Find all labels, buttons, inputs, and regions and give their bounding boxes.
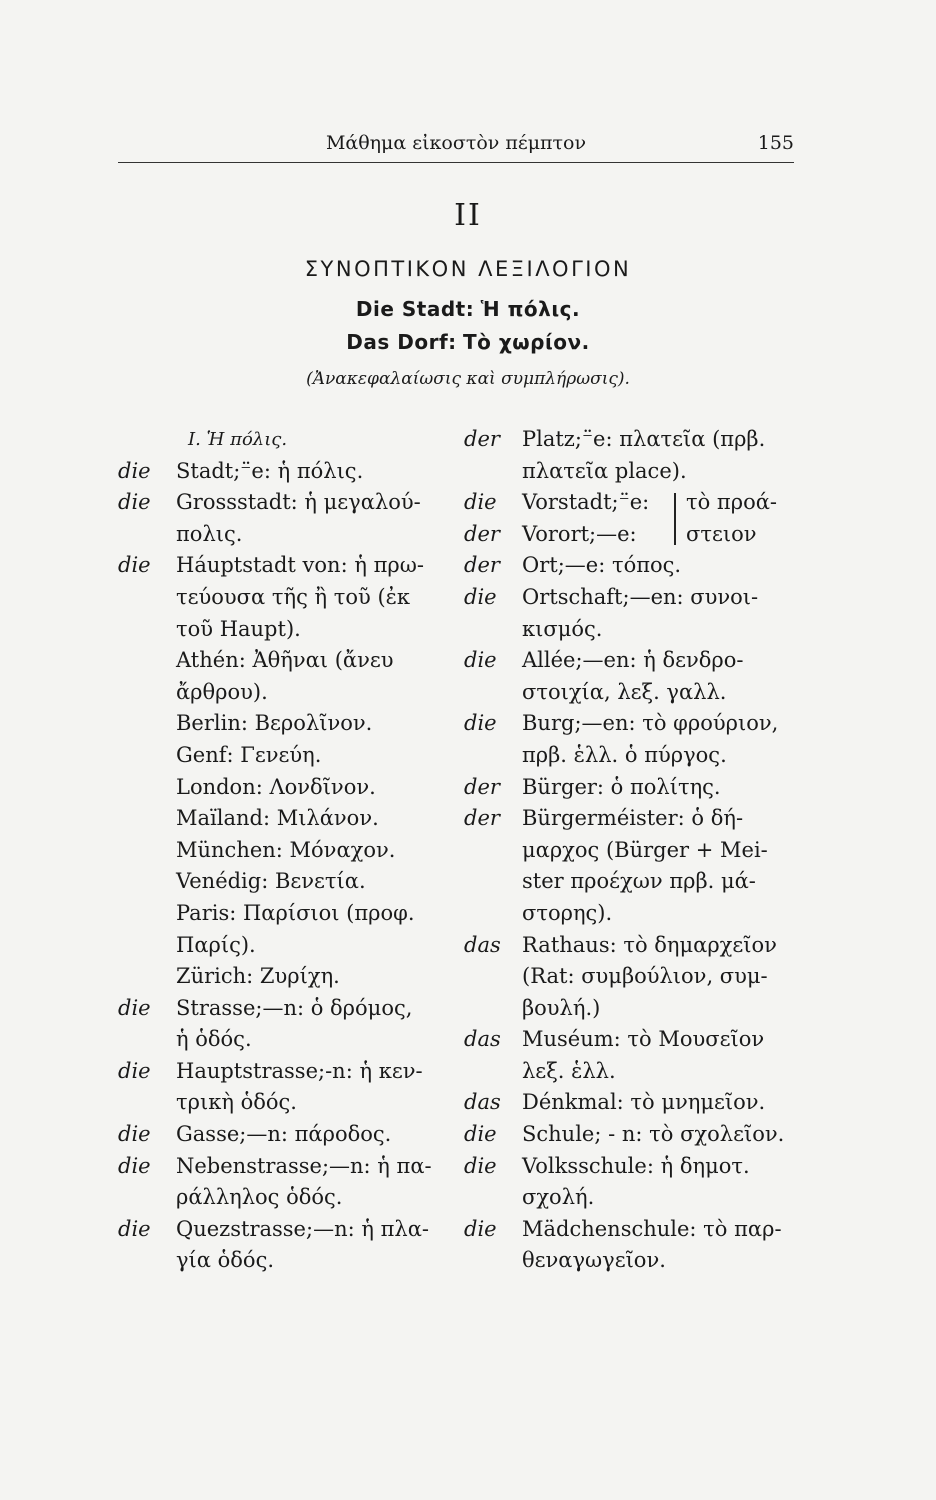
entry-line: κισμός. bbox=[522, 616, 603, 641]
entry-article: die bbox=[118, 1058, 151, 1083]
vocab-entry bbox=[118, 961, 483, 993]
entry-article: das bbox=[464, 1090, 501, 1115]
entry-line: στοιχία, λεξ. γαλλ. bbox=[522, 679, 727, 704]
subheading-village-de: Das Dorf: bbox=[346, 330, 457, 354]
vocab-entry bbox=[118, 1119, 483, 1151]
entry-line: Rathaus: τὸ δημαρχεῖον bbox=[522, 932, 777, 957]
vocab-entry bbox=[118, 803, 483, 835]
vocab-entry bbox=[464, 930, 804, 1025]
vocab-entry bbox=[118, 772, 483, 804]
entry-line: στορης). bbox=[522, 900, 613, 925]
entry-line: Schule; - n: τὸ σχολεῖον. bbox=[522, 1122, 785, 1147]
entry-line: πολις. bbox=[176, 521, 243, 546]
vocab-entry bbox=[118, 550, 483, 645]
vocab-entry bbox=[118, 645, 483, 708]
entry-article: das bbox=[464, 1027, 501, 1052]
page-number: 155 bbox=[757, 132, 794, 154]
vocab-entry bbox=[464, 803, 804, 929]
subheading-city-gr: Ἡ πόλις. bbox=[480, 297, 581, 321]
entry-article: die bbox=[118, 458, 151, 483]
entry-line: πρβ. ἑλλ. ὁ πύργος. bbox=[522, 742, 727, 767]
entry-line: Stadt;⁻̈e: ἡ πόλις. bbox=[176, 458, 364, 483]
brace-translation-line: στειον bbox=[686, 521, 757, 546]
entry-line: Ortschaft;—en: συνοι- bbox=[522, 584, 759, 609]
entry-article: die bbox=[118, 1122, 151, 1147]
entry-line: Strasse;—n: ὁ δρόμος, bbox=[176, 995, 413, 1020]
entry-article: das bbox=[464, 932, 501, 957]
entry-article: die bbox=[118, 1153, 151, 1178]
entry-line: ἄρθρου). bbox=[176, 679, 268, 704]
entry-line: ster προέχων πρβ. μά- bbox=[522, 869, 756, 894]
entry-line: Gasse;—n: πάροδος. bbox=[176, 1122, 392, 1147]
entry-article: die bbox=[464, 711, 497, 736]
vocab-entry bbox=[464, 772, 804, 804]
vocab-entry bbox=[118, 835, 483, 867]
entry-line: τοῦ Haupt). bbox=[176, 616, 301, 641]
running-head bbox=[118, 132, 794, 163]
entry-line: Genf: Γενεύη. bbox=[176, 742, 322, 767]
section-number: II bbox=[454, 198, 482, 233]
right-column bbox=[464, 424, 804, 1277]
entry-line: Volksschule: ἡ δημοτ. bbox=[522, 1153, 750, 1178]
entry-line: σχολή. bbox=[522, 1185, 595, 1210]
entry-line: Platz;⁻̈e: πλατεῖα (πρβ. bbox=[522, 427, 766, 451]
vocab-entry bbox=[118, 898, 483, 961]
entry-article: die bbox=[464, 1153, 497, 1178]
vocab-entry bbox=[118, 708, 483, 740]
running-title: Μάθημα εἰκοστὸν πέμπτον bbox=[325, 132, 587, 154]
entry-article: die bbox=[118, 553, 151, 578]
entry-line: Berlin: Βερολῖνον. bbox=[176, 711, 373, 736]
entry-line: μαρχος (Bürger + Mei- bbox=[522, 837, 768, 862]
entry-line: Háuptstadt von: ἡ πρω- bbox=[176, 553, 424, 578]
subheading-village-gr: Τὸ χωρίον. bbox=[463, 330, 590, 354]
entry-article: die bbox=[464, 1216, 497, 1241]
entry-article: der bbox=[464, 427, 500, 451]
vocab-entry bbox=[118, 740, 483, 772]
entry-line: München: Μόναχον. bbox=[176, 837, 396, 862]
entry-line: Bürger: ὁ πολίτης. bbox=[522, 774, 721, 799]
entry-article: die bbox=[118, 1216, 151, 1241]
entry-line: βουλή.) bbox=[522, 995, 601, 1020]
entry-line: (Rat: συμβούλιον, συμ- bbox=[522, 964, 768, 989]
entry-line: Venédig: Βενετία. bbox=[176, 869, 366, 894]
entry-line: Ort;—e: τόπος. bbox=[522, 553, 682, 578]
entry-line: Παρίς). bbox=[176, 932, 256, 957]
vocab-entry bbox=[118, 1151, 483, 1214]
entry-line: London: Λονδῖνον. bbox=[176, 774, 376, 799]
vocab-entry bbox=[118, 993, 483, 1056]
vocab-entry-pair bbox=[464, 487, 804, 550]
recap-note: (Ἀνακεφαλαίωσις καὶ συμπλήρωσις). bbox=[306, 369, 630, 389]
vocab-entry bbox=[464, 1119, 804, 1151]
entry-article: der bbox=[464, 521, 500, 546]
entry-line: Quezstrasse;—n: ἡ πλα- bbox=[176, 1216, 429, 1241]
subheading-city-de: Die Stadt: bbox=[355, 297, 475, 321]
entry-article: die bbox=[464, 648, 497, 673]
entry-article: der bbox=[464, 553, 500, 578]
vocab-entry bbox=[118, 1056, 483, 1119]
entry-article: der bbox=[464, 806, 500, 831]
entry-line: Zürich: Ζυρίχη. bbox=[176, 964, 340, 989]
entry-line: ράλληλος ὁδός. bbox=[176, 1185, 343, 1210]
vocab-entry bbox=[464, 1214, 804, 1277]
left-section-label: I. Ἡ πόλις. bbox=[188, 429, 288, 450]
entry-line: Grossstadt: ἡ μεγαλού- bbox=[176, 490, 421, 515]
entry-line: γία ὁδός. bbox=[176, 1248, 275, 1273]
vocab-entry bbox=[464, 550, 804, 582]
entry-line: πλατεῖα place). bbox=[522, 458, 687, 483]
entry-article: die bbox=[118, 490, 151, 515]
entry-line: Mädchenschule: τὸ παρ- bbox=[522, 1216, 782, 1241]
entry-line: ἡ ὁδός. bbox=[176, 1027, 252, 1052]
entry-line: Dénkmal: τὸ μνημεῖον. bbox=[522, 1090, 766, 1115]
entry-line: Paris: Παρίσιοι (προφ. bbox=[176, 900, 415, 925]
vocab-entry bbox=[464, 645, 804, 708]
entry-line: τεύουσα τῆς ἢ τοῦ (ἐκ bbox=[176, 584, 411, 609]
vocab-entry bbox=[464, 424, 804, 487]
subheading-city bbox=[0, 297, 936, 321]
entry-line: Athén: Ἀθῆναι (ἄνευ bbox=[176, 648, 394, 673]
entry-text: Vorstadt;⁻̈e: bbox=[522, 490, 650, 515]
brace-translation-line: τὸ προά- bbox=[686, 490, 778, 515]
entry-article: der bbox=[464, 774, 500, 799]
left-column bbox=[118, 424, 483, 1277]
entry-line: θεναγωγεῖον. bbox=[522, 1248, 666, 1273]
vocab-entry bbox=[118, 456, 483, 488]
vocab-entry bbox=[464, 1151, 804, 1214]
entry-article: die bbox=[464, 490, 497, 515]
entry-line: Hauptstrasse;-n: ἡ κεν- bbox=[176, 1058, 423, 1083]
entry-text: Vorort;—e: bbox=[522, 521, 637, 546]
entry-article: die bbox=[464, 584, 497, 609]
vocab-entry bbox=[464, 1024, 804, 1087]
vocab-entry bbox=[118, 1214, 483, 1277]
entry-line: Maïland: Μιλάνον. bbox=[176, 806, 379, 831]
entry-article: die bbox=[118, 995, 151, 1020]
vocab-entry bbox=[464, 1087, 804, 1119]
brace-translation bbox=[686, 487, 777, 550]
vocab-entry bbox=[464, 582, 804, 645]
entry-line: τρικὴ ὁδός. bbox=[176, 1090, 297, 1115]
entry-line: Allée;—en: ἡ δενδρο- bbox=[522, 648, 744, 673]
entry-line: Burg;—en: τὸ φρούριον, bbox=[522, 711, 779, 736]
vocab-entry bbox=[464, 708, 804, 771]
entry-article: die bbox=[464, 1122, 497, 1147]
entry-line: Muséum: τὸ Μουσεῖον bbox=[522, 1027, 765, 1052]
vocab-entry bbox=[118, 866, 483, 898]
entry-line: Nebenstrasse;—n: ἡ πα- bbox=[176, 1153, 432, 1178]
vocab-entry bbox=[118, 487, 483, 550]
grouping-brace bbox=[674, 493, 682, 545]
subheading-village bbox=[0, 330, 936, 354]
vocabulary-heading: ΣΥΝΟΠΤΙΚΟΝ ΛΕΞΙΛΟΓΙΟΝ bbox=[304, 257, 632, 281]
entry-line: λεξ. ἑλλ. bbox=[522, 1058, 616, 1083]
entry-line: Bürgerméister: ὁ δή- bbox=[522, 806, 744, 831]
